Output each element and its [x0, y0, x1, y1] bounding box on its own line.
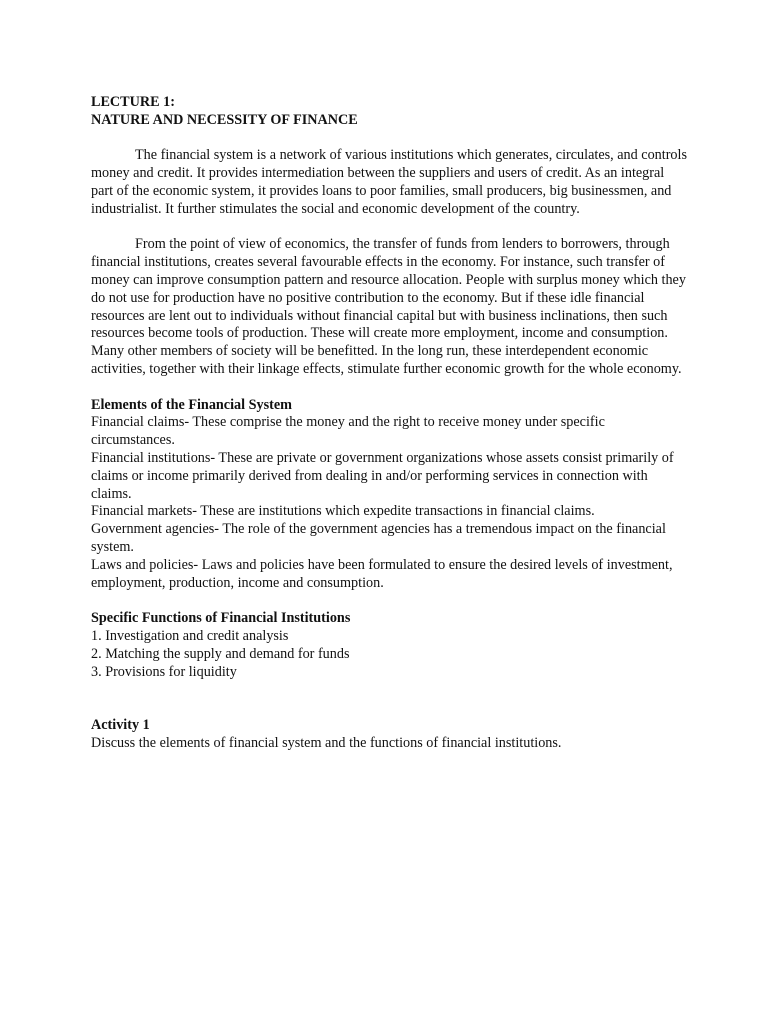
- economics-paragraph: From the point of view of economics, the transfer of funds from lenders to borrowers, through financial institutions, creates several favourable effects in the economy. For instance, such transfer of money can improve consumption pattern and resource allocation. People with surplus money which they do not use for production have no positive contribution to the economy. But if these idle financial resources are lent out to individuals without financial capital but with business inclinations, then such resources become tools of production. These will create more employment, income and consumption. Many other members of society will be benefitted. In the long run, these interdependent economic activities, together with their linkage effects, stimulate further economic growth for the whole economy.: [91, 236, 686, 377]
- lecture-number: LECTURE 1:: [91, 94, 175, 110]
- intro-paragraph: The financial system is a network of various institutions which generates, circulates, and controls money and credit. It provides intermediation between the suppliers and users of credit. As an integral part of the economic system, it provides loans to poor families, small producers, big businessmen, and industrialist. It further stimulates the social and economic development of the country.: [91, 147, 687, 217]
- document-page: [91, 94, 687, 752]
- element-financial-institutions: Financial institutions- These are private or government organizations whose assets consist primarily of claims or income primarily derived from dealing in and/or performing services in connection with claims.: [91, 449, 674, 502]
- function-item: 1. Investigation and credit analysis: [91, 627, 289, 644]
- lecture-topic: NATURE AND NECESSITY OF FINANCE: [91, 111, 358, 128]
- function-item: 3. Provisions for liquidity: [91, 663, 237, 680]
- functions-heading: Specific Functions of Financial Institutions: [91, 610, 351, 627]
- activity-text: Discuss the elements of financial system and the functions of financial institutions.: [91, 734, 562, 751]
- lecture-title: [91, 94, 687, 130]
- activity-heading: Activity 1: [91, 716, 150, 733]
- elements-heading: Elements of the Financial System: [91, 396, 292, 413]
- element-government-agencies: Government agencies- The role of the government agencies has a tremendous impact on the financial system.: [91, 521, 666, 555]
- element-financial-markets: Financial markets- These are institutions which expedite transactions in financial claims.: [91, 503, 595, 520]
- element-laws-and-policies: Laws and policies- Laws and policies have been formulated to ensure the desired levels of investment, employment, production, income and consumption.: [91, 556, 673, 591]
- element-financial-claims: Financial claims- These comprise the money and the right to receive money under specific circumstances.: [91, 414, 605, 449]
- function-item: 2. Matching the supply and demand for funds: [91, 645, 350, 662]
